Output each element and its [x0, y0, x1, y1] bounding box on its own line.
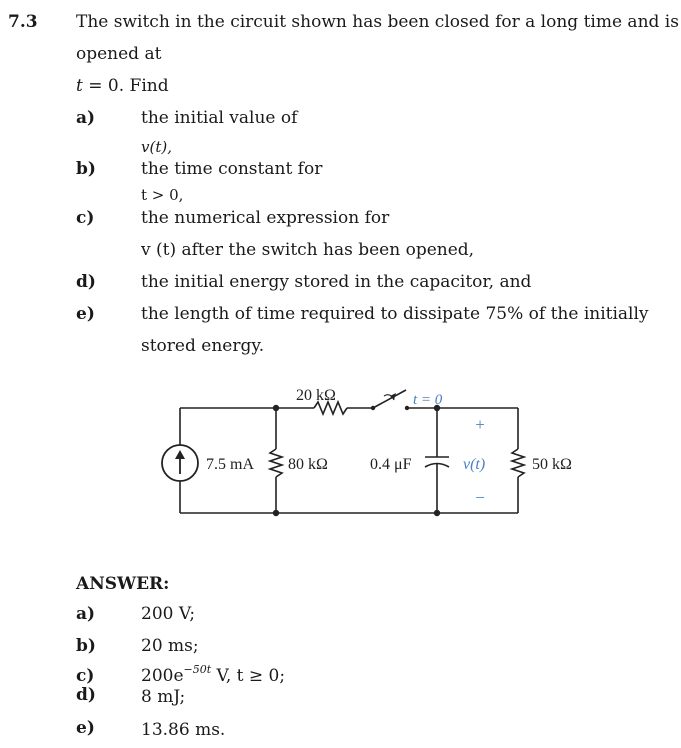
voltage-label: v(t) — [463, 456, 486, 473]
minus-sign: − — [475, 488, 485, 507]
answer-e-text: 13.86 ms. — [141, 720, 226, 740]
r1-label: 20 kΩ — [296, 387, 336, 404]
part-e-line-1: the length of time required to dissipate 75% of the initially — [141, 304, 649, 324]
part-a-label: a) — [76, 108, 96, 128]
part-c-label: c) — [76, 208, 95, 228]
answer-a-label: a) — [76, 604, 96, 624]
answer-c-post: V, t ≥ 0; — [211, 666, 286, 686]
part-d-line-1: the initial energy stored in the capacitor, and — [141, 272, 532, 292]
statement-t: t — [76, 76, 83, 96]
answer-c-text — [141, 663, 286, 686]
part-c-line-2: v (t) after the switch has been opened, — [141, 240, 475, 260]
answer-c-pre: 200e — [141, 666, 184, 686]
part-a-line-1: the initial value of — [141, 108, 298, 128]
cap-label: 0.4 μF — [370, 456, 412, 473]
statement-line-2: opened at — [76, 44, 162, 64]
statement-line-1: The switch in the circuit shown has been closed for a long time and is — [76, 12, 679, 32]
statement-line-3-rest: = 0. Find — [82, 76, 169, 96]
source-label: 7.5 mA — [206, 456, 254, 473]
part-b-line-1: the time constant for — [141, 159, 323, 179]
r2-label: 80 kΩ — [288, 456, 328, 473]
switch-contact — [371, 406, 375, 410]
problem-number: 7.3 — [8, 12, 38, 32]
switch-label: t = 0 — [413, 392, 443, 408]
answer-d-label: d) — [76, 685, 96, 705]
circuit-diagram — [0, 370, 681, 540]
part-d-label: d) — [76, 272, 96, 292]
part-c-line-1: the numerical expression for — [141, 208, 390, 228]
current-source-icon — [162, 445, 198, 481]
part-b-label: b) — [76, 159, 96, 179]
part-e-label: e) — [76, 304, 95, 324]
answer-d-text: 8 mJ; — [141, 687, 186, 707]
plus-sign: + — [475, 415, 485, 434]
part-e-line-2: stored energy. — [141, 336, 265, 356]
part-b-line-2: t > 0, — [141, 186, 184, 204]
answer-c-label: c) — [76, 666, 95, 686]
junction-dot — [273, 510, 279, 516]
r3-label: 50 kΩ — [532, 456, 572, 473]
answer-e-label: e) — [76, 718, 95, 738]
answer-b-label: b) — [76, 636, 96, 656]
answer-heading: ANSWER: — [76, 574, 170, 594]
part-a-line-2: v(t), — [141, 138, 172, 156]
statement-line-3 — [76, 76, 169, 96]
junction-dot — [434, 510, 440, 516]
answer-b-text: 20 ms; — [141, 636, 199, 656]
answer-c-sup: −50t — [183, 663, 212, 676]
switch-contact — [405, 406, 409, 410]
answer-a-text: 200 V; — [141, 604, 196, 624]
junction-dot — [273, 405, 279, 411]
